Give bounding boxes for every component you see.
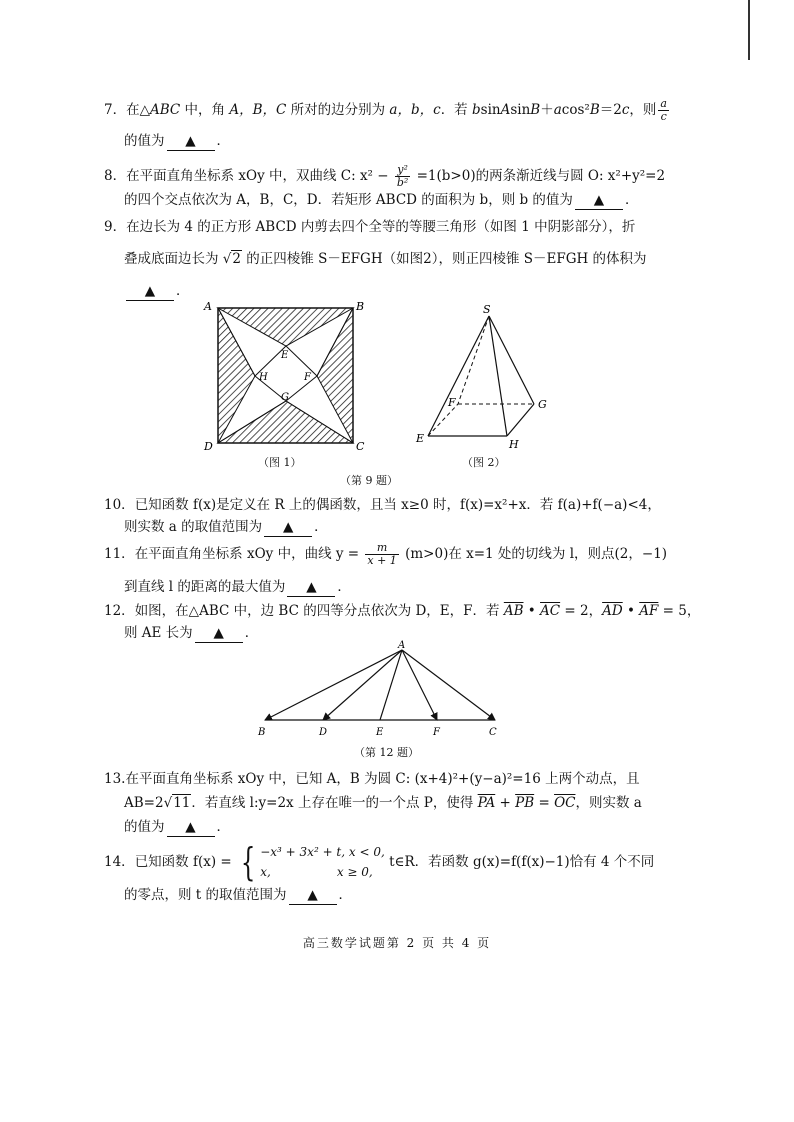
question-13-line2: AB=2√11．若直线 l:y=2x 上存在唯一的一个点 P，使得 $\overline{PA} + \overline{PB} = \overline{OC}$，则实数 a [124,795,642,811]
triangle-marker: ▲ [213,625,224,641]
label-d: D [319,727,328,738]
q7-text: ．若 [440,102,472,118]
label-g: G [538,398,547,411]
q13-text: 在平面直角坐标系 xOy 中，已知 A，B 为圆 C: (x+4)²+(y−a)²=16 上两个动点，且 [125,771,640,787]
figure-9-caption: （第 9 题） [340,474,398,487]
label-s: S [483,303,491,316]
fraction-numerator: m [365,542,398,555]
question-14 [104,842,654,882]
edge-sf-hidden [458,316,489,404]
question-number: 14． [104,854,135,870]
q9-text: 在边长为 4 的正方形 ABCD 内剪去四个全等的等腰三角形（如图 1 中阴影部分），折 [126,219,636,235]
answer-blank [575,191,623,210]
question-number: 13. [104,771,126,787]
question-8-line2 [124,191,638,210]
q12-text: = 5， [658,603,701,619]
q13-text: ． [216,819,230,835]
piecewise-case-1: −x³ + 3x² + t, x < 0, [260,845,385,859]
question-9 [104,218,635,236]
question-number: 10． [104,497,135,513]
shaded-triangle-right [317,308,353,443]
piecewise-case-2-expr: x, [260,865,271,879]
label-e: E [281,350,289,361]
q7-text: B [589,102,600,118]
q10-text: 已知函数 f(x)是定义在 R 上的偶函数，且当 x≥0 时，f(x)=x²+x．若 f(a)+f(−a)<4， [134,497,661,513]
question-14-line2 [124,886,352,905]
page-footer: 高三数学试题第 2 页 共 4 页 [302,936,492,950]
equals-operator: = [534,795,555,811]
label-e: E [416,432,425,445]
vector: $\overline{AB}$ [503,603,524,619]
q14-text: 的零点，则 t 的取值范围为 [124,887,287,903]
figure-9-2 [412,298,562,458]
q14-text: ． [338,887,353,903]
figure-9-2-caption: （图 2） [462,456,506,469]
piecewise-cases [260,842,385,882]
figure-9-1 [200,298,370,458]
q10-text: 则实数 a 的取值范围为 [124,519,263,535]
q13-text: ，则实数 a [575,795,642,811]
question-11 [104,542,667,567]
vector: $\overline{AF}$ [639,603,659,619]
q7-text: 中，角 [180,102,230,118]
q7-text: ABC [149,102,181,118]
question-12 [104,602,700,620]
q7-text: ＋ [540,102,554,118]
answer-blank [167,132,215,151]
vector-ac [402,650,495,720]
answer-blank [195,624,243,643]
answer-blank [126,282,174,301]
fraction [658,98,669,123]
q11-text: 到直线 l 的距离的最大值为 [124,579,286,595]
q7-text: cos² [561,102,590,118]
figure-9-1-caption: （图 1） [258,456,302,469]
q10-text: ． [314,519,328,535]
label-h: H [509,438,519,451]
q13-text: 的值为 [124,819,165,835]
question-13 [104,770,640,788]
fraction [395,164,410,189]
q7-text: A [500,102,511,118]
q12-text: 则 AE 长为 [124,625,193,641]
label-c: C [489,727,497,738]
q8-text: 在平面直角坐标系 xOy 中，双曲线 C: x² − [126,168,393,184]
label-a: A [398,640,406,651]
question-10 [104,496,661,514]
question-9-line2: 叠成底面边长为 √2 的正四棱锥 S－EFGH（如图2），则正四棱锥 S－EFGH 的体积为 [124,251,647,267]
question-number: 12． [104,603,135,619]
q7-text: a [553,102,562,118]
question-number: 8． [104,168,127,184]
q11-text: ． [337,579,351,595]
triangle-marker: ▲ [307,887,318,903]
q7-text: 在△ [126,102,150,118]
question-9-line3 [124,282,190,301]
label-f: F [304,372,311,383]
fraction-numerator: a [660,97,667,110]
answer-blank [287,578,335,597]
q12-text: = 2， [560,603,603,619]
question-10-line2 [124,518,328,537]
answer-blank [289,886,337,905]
q12-text: 如图，在△ABC 中，边 BC 的四等分点依次为 D，E，F．若 [134,603,504,619]
label-c: C [356,440,365,453]
q14-text: 已知函数 f(x) = [134,854,237,870]
edge-se [428,316,489,436]
fraction-numerator: y² [395,164,410,177]
q7-text: 的值为 [124,133,165,149]
q9-text: 叠成底面边长为 [124,251,223,267]
q7-text: b [471,102,481,118]
label-f: F [448,396,456,409]
q12-text: ． [244,625,259,641]
q7-text: sin [480,102,501,118]
question-number: 11． [104,546,135,562]
question-number: 9． [104,219,127,235]
question-13-line3 [124,818,230,837]
triangle-marker: ▲ [593,192,605,208]
label-h: H [259,372,268,383]
question-8 [104,164,665,189]
question-11-line2 [124,578,351,597]
q7-text: ，则 [629,102,657,118]
q7-text: ＝2 [599,102,622,118]
label-g: G [281,392,289,403]
edge-hg [507,404,534,436]
q7-text: B [530,102,541,118]
label-a: A [204,300,212,313]
q11-text: (m>0)在 x=1 处的切线为 l，则点(2，−1) [400,546,668,562]
q13-text: ．若直线 l:y=2x 上存在唯一的一个点 P，使得 [191,795,478,811]
label-f: F [433,727,440,738]
vector-ad [323,650,402,720]
piecewise-case-2-cond: x ≥ 0, [336,865,373,879]
question-number: 7． [104,102,127,118]
dot-operator: • [622,603,640,619]
answer-blank [264,518,312,537]
q9-text: ． [176,283,190,299]
q8-text: 的四个交点依次为 A，B，C，D．若矩形 ABCD 的面积为 b，则 b 的值为 [124,192,573,208]
vector: $\overline{PA}$ [477,795,496,811]
q7-text: 所对的边分别为 [286,102,390,118]
fraction-denominator: x + 1 [367,554,397,567]
q7-text: sin [510,102,531,118]
q7-text: a，b，c [389,102,441,118]
piecewise-case-2 [260,862,385,882]
label-d: D [204,440,213,453]
q7-text: c [621,102,630,118]
q7-text: A，B，C [229,102,287,118]
triangle-marker: ▲ [282,519,294,535]
triangle-marker: ▲ [185,133,196,149]
label-b: B [258,727,266,738]
q8-text: =1(b>0)的两条渐近线与圆 O: x²+y²=2 [412,168,666,184]
q9-text: 的正四棱锥 S－EFGH（如图2），则正四棱锥 S－EFGH 的体积为 [242,251,647,267]
dot-operator: • [523,603,541,619]
q14-text: t∈R．若函数 g(x)=f(f(x)−1)恰有 4 个不同 [384,854,655,870]
shaded-triangle-left [218,308,255,443]
shaded-triangle-top [218,308,353,346]
fraction [365,542,398,567]
vector: $\overline{OC}$ [554,795,576,811]
question-7 [104,98,671,123]
scan-edge-mark [748,0,750,60]
label-b: B [356,300,365,313]
vector: $\overline{PB}$ [515,795,535,811]
piecewise-brace: { [240,840,256,884]
triangle-marker: ▲ [144,283,156,299]
answer-blank [167,818,215,837]
sqrt-radicand: 11 [173,795,191,811]
question-7-line2 [124,132,230,151]
sqrt-radicand: 2 [232,251,241,267]
triangle-marker: ▲ [185,819,196,835]
vector-ab [265,650,402,720]
q11-text: 在平面直角坐标系 xOy 中，曲线 y = [134,546,364,562]
vector: $\overline{AD}$ [602,603,623,619]
figure-12 [250,640,510,740]
plus-operator: + [495,795,516,811]
q7-text: ． [216,133,230,149]
q13-text: AB=2 [124,795,164,811]
label-e: E [376,727,384,738]
fraction-denominator: b² [396,176,409,189]
q8-text: ． [624,192,639,208]
figure-12-caption: （第 12 题） [354,746,419,759]
fraction-denominator: c [660,110,667,123]
vector-af [402,650,437,720]
triangle-marker: ▲ [306,579,317,595]
vector: $\overline{AC}$ [540,603,561,619]
question-12-line2 [124,624,258,643]
